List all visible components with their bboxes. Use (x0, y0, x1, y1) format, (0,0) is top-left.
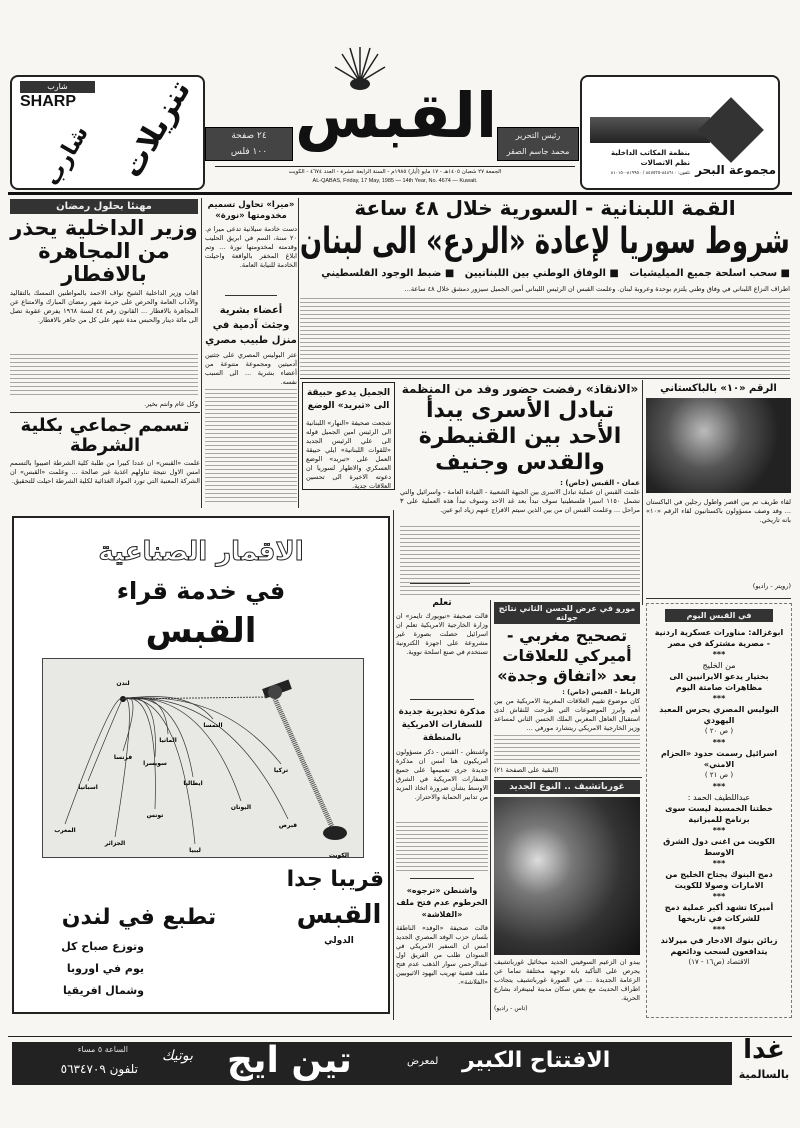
morocco-continued: (البقية على الصفحة ٢١) (494, 766, 559, 774)
city-label: اليونان (230, 804, 252, 811)
item-title: اسرائيل رسمت حدود «الحزام الامني» (660, 749, 778, 769)
gemayel-box (302, 382, 395, 490)
bahar-brand: مجموعة البحر (695, 163, 776, 177)
route-arc (115, 698, 129, 837)
lead-body: اطراف النزاع اللبناني في وفاق وطني يلتزم بوحدة وعروبة لبنان. وعلمت القبس ان الرئيس اللبناني أمين الجميل سيزور دمشق خلال ٤٨ ساعة... (404, 285, 790, 293)
inside-today-item[interactable] (653, 869, 785, 891)
route-arc (123, 698, 241, 801)
distribution-line: وشمال افريقيا (62, 984, 144, 997)
route-arc (123, 697, 213, 720)
falasha-body: قالت صحيفة «الوفد» الناطقة بلسان حزب الوفد المصري الجديد امس ان السفير الامريكي في السودان طلب من الفريق اول عبدالرحمن سوار الذهب عدم فتح ملف قضية تهريب اليهود الاثيوبيين «الفلاشة». (396, 924, 488, 986)
key-head-icon (698, 97, 764, 163)
masthead-logo: القبس (295, 79, 498, 152)
ramadan-headline: وزير الداخلية يحذر من المجاهرة بالافطار (10, 216, 198, 286)
prisoners-dateline: عمان - القبس (خاص) : (560, 479, 640, 487)
ramadan-story (10, 199, 198, 409)
learn-body: قالت صحيفة «نيويورك تايمز» ان وزارة الخارجية الامريكية تعلم ان اسرائيل حصلت بصورة غير مشروعة على اجهزة الكترونية تستخدم في صنع اسلحة نووية. (396, 612, 488, 656)
satellite-ad (12, 516, 390, 1014)
city-label: المغرب (54, 827, 76, 834)
satellite-ad-intl: الدولي (324, 936, 354, 946)
memo-body: واشنطن - القبس - ذكر مسؤولون امريكيون هنا امس ان مذكرة جديدة جرى تعميمها على جميع السفارات الامريكية في الشرق الاوسط بشأن ضرورة اتخاذ المزيد من تدابير الحماية والاحتراز. (396, 748, 488, 801)
morocco-headline: تصحيح مغربي - أميركي للعلاقات بعد «اتفاق وجدة» (497, 626, 637, 685)
item-title: زبائن بنوك الادخار في ميرلاند يتدافعون لسحب ودائعهم (660, 936, 778, 956)
city-label: ايطاليا (183, 780, 203, 787)
satellite-ad-subtitle: في خدمة قراء (116, 577, 286, 605)
morocco-tag: مورو في عرض للحسن الثاني نتائج جولته (494, 602, 640, 624)
city-label: ليبيا (189, 847, 201, 854)
dish-icon (323, 826, 347, 840)
falasha-headline: واشنطن «ترجوه» الخرطوم عدم فتح ملف «الفلاشة» (396, 886, 488, 919)
teenage-ad-time: الساعة ٥ مساء (77, 1045, 128, 1054)
item-kicker: من الخليج (702, 661, 736, 670)
police-headline: تسمم جماعي بكلية الشرطة (20, 415, 190, 456)
pakistan-body: لقاء طريف تم بين اقصر واطول رجلين في الباكستان ... وقد وصف مسؤولون باكستانيون لقاء الرقم «١٠» بانه تاريخي. (646, 498, 791, 524)
morocco-story (494, 602, 640, 775)
item-page: ( ص ٢٠ ) (704, 727, 734, 735)
sharp-ad-brand-ar: شارب (20, 81, 95, 93)
route-arc (123, 698, 281, 764)
distribution-line: وتوزع صباح كل (61, 940, 144, 953)
mira-organs-column (205, 200, 297, 505)
route-arc (123, 698, 288, 819)
city-label: النمسا (203, 722, 223, 729)
city-label: فرنسا (113, 754, 133, 761)
inside-today-item[interactable] (653, 704, 785, 737)
city-label: لندن (116, 680, 130, 687)
item-page: ( ص ٢١ ) (704, 771, 734, 779)
teenage-ad-opening: الافتتاح الكبير (462, 1048, 611, 1073)
teenage-ad-for: لمعرض (407, 1056, 439, 1067)
inside-today-item[interactable] (653, 935, 785, 968)
ramadan-body: اهاب وزير الداخلية الشيخ نواف الاحمد بالمواطنين التمسك بالتقاليد والآداب العامة والحرص على حرمة شهر رمضان المبارك والامتناع عن المجاهرة بالافطار ... القانون رقم ٤٤ لسنة ١٩٦٨ يفرض عقوبة تصل الى مائة دينار والحبس مدة شهر على كل من جاهر بالافطار. (10, 289, 199, 324)
pakistan-credit: (رويتر - راديو) (752, 582, 791, 590)
memo-headline: مذكرة تحذيرية جديدة للسفارات الامريكية بالمنطقة (398, 707, 486, 743)
lead-bullets (300, 267, 790, 280)
sharp-ad-brand-en: SHARP (20, 93, 77, 110)
city-label: الكويت (328, 852, 350, 859)
dateline-arabic: الجمعة ٢٧ شعبان ١٤٠٥هـ - ١٧ مايو (أيار) ١٩٨٥م - السنة الرابعة عشرة - العدد ٤٦٧٤ - الكويت (288, 169, 502, 175)
gorbachev-photo (494, 797, 640, 955)
police-body: علمت «القبس» ان عددا كبيرا من طلبة كلية الشرطة اصيبوا بالتسمم امس الاول نتيجة تناولهم اغذية غير صالحة ... وعلمت «القبس» ان الشركة المعنية التي تورد المواد الغذائية لكلية الشرطة احيلت للتحقيق. (10, 459, 200, 485)
city-label: قبرص (278, 822, 298, 829)
prisoners-kicker: «الانقاذ» رفضت حضور وفد من المنظمة (401, 382, 639, 396)
memo-body-text (396, 822, 488, 872)
teenage-ad-place: بالسالمية (738, 1068, 790, 1081)
price: ١٠٠ فلس (230, 147, 268, 157)
satellite-icon (262, 680, 292, 699)
city-label: تركيا (273, 767, 289, 774)
satellite-ad-logo2: القبس (296, 900, 382, 930)
key-icon (590, 117, 710, 143)
sharp-ad (10, 75, 205, 190)
middle-column (396, 597, 488, 1014)
sharp-ad-sub: شارب (39, 121, 94, 191)
gorbachev-credit: (تاس - رادیو) (494, 1005, 528, 1012)
inside-today-item[interactable] (653, 902, 785, 924)
city-label: اسبانيا (78, 784, 98, 791)
bahar-line2: نظم الاتصالات (640, 159, 690, 167)
lead-bullet: ■ الوفاق الوطني بين اللبنانيين (464, 268, 619, 279)
inside-today-item[interactable] (653, 627, 785, 649)
satellite-ad-soon: قريبا جدا (286, 867, 384, 892)
lead-headline-text: شروط سوريا لإعادة «الردع» الى لبنان (300, 221, 790, 262)
separator: *** (712, 925, 726, 934)
prisoners-story (400, 382, 640, 597)
inside-today-item[interactable] (653, 660, 785, 693)
city-label: سويسرا (143, 760, 167, 767)
dateline-english: AL-QABAS, Friday, 17 May, 1985 — 14th Year, No. 4674 — Kuwait. (312, 178, 478, 184)
inside-today-box (646, 603, 792, 1018)
satellite-ad-printed: تطبع في لندن (61, 905, 217, 930)
mira-body: دست خادمة سيلانية تدعى ميرا م. ٢٠ سنة، السم في ابريق الحليب وقدمته لمخدومتها نورة ... وتم ابلاغ المخفر بالواقعة واحيلت الخادمة للنيابة العامة. (205, 225, 297, 269)
teenage-ad-tomorrow: غدا (743, 1035, 785, 1065)
page-count: ٢٤ صفحة (231, 131, 267, 141)
item-title: خطتنا الخمسية ليست سوى برنامج للميزانية (665, 804, 773, 824)
satellite-ad-title: الاقمار الصناعية (98, 537, 304, 567)
bahar-line1: بنظمة المكاتب الداخلية (610, 149, 690, 157)
organs-body-text (205, 389, 297, 505)
separator: *** (712, 738, 726, 747)
item-title: ابوغزالة: مناورات عسكرية اردنية - مصرية مشتركة في مصر (654, 628, 784, 648)
separator: *** (712, 859, 726, 868)
lead-bullet: ■ سحب اسلحة جميع الميليشيات (629, 268, 790, 279)
ramadan-tag: مهنئا بحلول رمضان (10, 199, 198, 214)
satellite-ad-logo: القبس (145, 611, 257, 651)
city-label: الجزائر (104, 840, 126, 847)
item-title: أميركا تشهد أكبر عملية دمج للشركات في تاريخها (664, 903, 774, 923)
lead-headline (300, 222, 790, 262)
item-title: دمج البنوك يجتاح الخليج من الامارات وصولا للكويت (665, 870, 773, 890)
lead-kicker-text: القمة اللبنانية - السورية خلال ٤٨ ساعة (354, 196, 736, 220)
editor-box (497, 127, 579, 161)
pakistan-headline: الرقم «١٠» بالباكستاني (660, 383, 777, 394)
item-kicker: عبداللطيف الحمد : (687, 793, 751, 802)
ramadan-body-text (10, 354, 198, 398)
gorbachev-caption: يبدو ان الزعيم السوفيتي الجديد ميخائيل غورباتشيف يحرص على التأكيد بانه توجهه مختلفة تماما عن الزعامة الجديدة ... في الصورة غورباتشيف يتجاذب اطراف الحديث مع بعض سكان مدينة لينينغراد بشارع الحرية. (494, 958, 640, 1002)
route-arc (123, 698, 195, 844)
price-box (205, 127, 293, 161)
satellite-diagram (43, 659, 365, 859)
inside-today-item[interactable] (653, 792, 785, 825)
inside-today-item[interactable] (653, 836, 785, 858)
item-title: البوليس المصري يحرس المعبد اليهودي (659, 705, 779, 725)
prisoners-body: علمت القبس ان عملية تبادل الاسرى بين الجبهة الشعبية - القيادة العامة - واسرائيل والتي تشمل ١١٥٠ اسيرا فلسطينيا سوف تبدأ بعد غد الاحد وسوف تبدأ هذه العملية على ٣ مراحل ... وعلمت القبس ان من بين الذين سيتم الافراج عنهم زياد ابو عين. (400, 488, 640, 514)
organs-headline: أعضاء بشرية وجثث آدمية في منزل طبيب مصري (205, 305, 297, 346)
separator: *** (712, 782, 726, 791)
bahar-phone: تلفون: ٨٤٨٦١٠-٨٤٧٥٣٥ / ٨١٩٩٥٠-٨١٠١٥٠ (610, 171, 690, 176)
item-title: الكويت من اغنى دول الشرق الاوسط (663, 837, 775, 857)
teenage-ad-boutique: بوتيك (162, 1048, 194, 1064)
satellite-map (42, 658, 364, 858)
inside-today-tag: في القبس اليوم (665, 609, 773, 622)
gorbachev-tag: غورباتشيف .. النوع الجديد (494, 780, 640, 794)
morocco-body-text (494, 735, 640, 764)
city-label: تونس (146, 812, 164, 819)
item-title: بختيار يدعو الايرانيين الى مظاهرات صامتة اليوم (669, 672, 769, 692)
sharp-ad-headline: تنزيلات (114, 74, 198, 184)
bahar-ad (580, 75, 780, 190)
city-label: المانيا (159, 737, 177, 744)
prisoners-headline: تبادل الأسرى يبدأ الأحد بين القنيطرة والقدس وجنيف (418, 398, 622, 475)
organs-body: عثر البوليس المصري على جثتين آدميتين ومجموعة متنوعة من أعضاء بشرية ... الى السبب نفسه. (205, 351, 297, 386)
mira-headline: «ميرا» تحاول تسميم مخدومتها «نورة» (207, 200, 295, 221)
learn-headline: تعلم (432, 598, 452, 608)
separator: *** (712, 650, 726, 659)
distribution-line: يوم في اوروبا (66, 962, 144, 975)
satellite-ad-distribution (34, 936, 144, 1002)
morocco-dateline: الرباط - القبس (خاص) : (562, 688, 640, 696)
inside-today-item[interactable] (653, 748, 785, 781)
morocco-body: كان موضوع تقييم العلاقات المغربية الامريكية من بين أهم وابرز الموضوعات التي طرحت للنقاش لدى استقبال العاهل المغربي الملك الحسن الثاني لمساعد وزير الخارجية الامريكي ريتشارد مورفي ... (494, 697, 640, 732)
item-page: الاقتصاد (ص١٦ - ١٧) (688, 958, 750, 966)
gemayel-headline: الجميل يدعو حبيقة الى «تبريد» الوضع (306, 388, 391, 411)
lead-bullets-row (321, 267, 790, 280)
lead-kicker (300, 197, 790, 220)
pakistan-photo (646, 398, 791, 493)
teenage-ad (12, 1042, 732, 1085)
teenage-ad-phone: تلفون ٥٦٣٤٧٠٩ (60, 1062, 138, 1076)
prisoners-body-text (400, 526, 640, 597)
route-arc (88, 698, 123, 781)
lead-body-text (300, 298, 790, 376)
separator: *** (712, 892, 726, 901)
lead-bullet: ■ ضبط الوجود الفلسطيني (321, 268, 455, 279)
police-story (10, 416, 200, 508)
separator: *** (712, 826, 726, 835)
separator: *** (712, 694, 726, 703)
editor-name: محمد جاسم الصقر (506, 147, 570, 156)
gemayel-body: شجعت صحيفة «النهار» اللبنانية الى الرئيس امين الجميل قوله الى علي الرئيس الجديد «للقوات اللبنانية» ايلي حبيقة العمل على «تبريد» الوضع العسكري والاظهار لسوريا ان دعوته الاخيرة الى تحسين العلاقات جدية. (306, 419, 391, 490)
editor-label: رئيس التحرير (515, 131, 561, 140)
ramadan-signoff: وكل عام وانتم بخير. (144, 400, 198, 408)
teenage-ad-brand: تين ايج (227, 1040, 352, 1081)
